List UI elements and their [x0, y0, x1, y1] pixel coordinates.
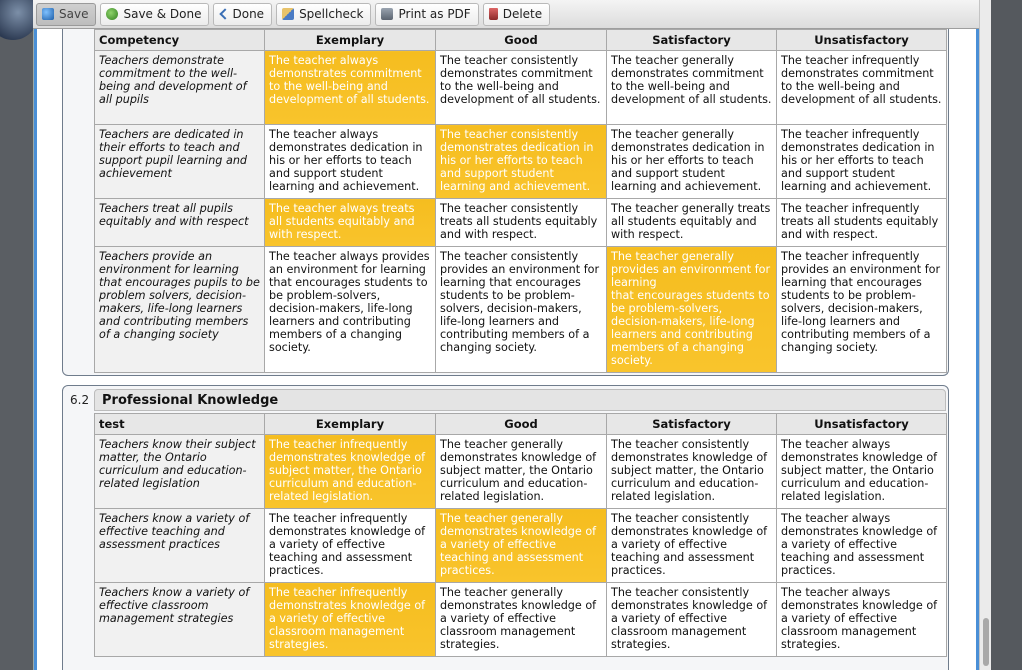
scrollbar[interactable] — [979, 0, 991, 670]
unsatisfactory-column-header: Unsatisfactory — [777, 30, 947, 51]
rating-cell-good[interactable]: The teacher consistently demonstrates commitment to the well-being and development of all students. — [436, 51, 607, 125]
rating-cell-satisfactory[interactable]: The teacher consistently demonstrates knowledge of a variety of effective classroom management strategies. — [607, 583, 777, 657]
competency-cell: Teachers know a variety of effective teaching and assessment practices — [95, 509, 265, 583]
rating-cell-unsatisfactory[interactable]: The teacher always demonstrates knowledge of subject matter, the Ontario curriculum and education-related legislation. — [777, 435, 947, 509]
competency-cell: Teachers are dedicated in their efforts to teach and support pupil learning and achievement — [95, 125, 265, 199]
done-icon — [219, 8, 227, 20]
competency-cell: Teachers know a variety of effective classroom management strategies — [95, 583, 265, 657]
rating-cell-satisfactory[interactable]: The teacher consistently demonstrates knowledge of subject matter, the Ontario curriculum and education-related legislation. — [607, 435, 777, 509]
exemplary-column-header: Exemplary — [265, 30, 436, 51]
rating-cell-unsatisfactory[interactable]: The teacher infrequently demonstrates dedication in his or her efforts to teach and support student learning and achievement. — [777, 125, 947, 199]
table-row — [95, 583, 947, 657]
print-icon — [381, 8, 393, 20]
save-icon — [42, 8, 54, 20]
rating-cell-good[interactable]: The teacher generally demonstrates knowledge of a variety of effective classroom management strategies. — [436, 583, 607, 657]
section-commitment — [62, 29, 949, 376]
competency-column-header: test — [95, 414, 265, 435]
rating-cell-unsatisfactory[interactable]: The teacher infrequently provides an environment for learning that encourages students to be problem-solvers, decision-makers, life-long learners and contributing members of a changing society. — [777, 247, 947, 373]
rubric-table-professional-knowledge — [94, 413, 947, 657]
competency-cell: Teachers demonstrate commitment to the well-being and development of all pupils — [95, 51, 265, 125]
spellcheck-button-label: Spellcheck — [299, 7, 364, 21]
window-edge — [979, 0, 1022, 670]
done-button[interactable] — [213, 3, 272, 26]
table-row — [95, 51, 947, 125]
exemplary-column-header: Exemplary — [265, 414, 436, 435]
rating-cell-satisfactory[interactable]: The teacher generally demonstrates dedication in his or her efforts to teach and support student learning and achievement. — [607, 125, 777, 199]
rating-cell-exemplary[interactable]: The teacher infrequently demonstrates knowledge of a variety of effective classroom management strategies. — [265, 583, 436, 657]
table-row — [95, 125, 947, 199]
rating-cell-good[interactable]: The teacher generally demonstrates knowledge of a variety of effective teaching and assessment practices. — [436, 509, 607, 583]
competency-column-header: Competency — [95, 30, 265, 51]
table-row — [95, 435, 947, 509]
rating-cell-unsatisfactory[interactable]: The teacher always demonstrates knowledge of a variety of effective teaching and assessment practices. — [777, 509, 947, 583]
competency-cell: Teachers know their subject matter, the Ontario curriculum and education-related legislation — [95, 435, 265, 509]
rating-cell-satisfactory[interactable]: The teacher generally demonstrates commitment to the well-being and development of all students. — [607, 51, 777, 125]
rating-cell-good[interactable]: The teacher consistently provides an environment for learning that encourages students to be problem-solvers, decision-makers, life-long learners and contributing members of a changing society. — [436, 247, 607, 373]
rubric-header-row — [95, 414, 947, 435]
save-button[interactable] — [36, 3, 96, 26]
section-number: 6.2 — [70, 393, 90, 407]
good-column-header: Good — [436, 30, 607, 51]
delete-icon — [489, 8, 498, 20]
save-done-button-label: Save & Done — [123, 7, 202, 21]
competency-cell: Teachers provide an environment for learning that encourages pupils to be problem solvers, decision-makers, life-long learners and contributing members of a changing society — [95, 247, 265, 373]
save-done-button[interactable] — [100, 3, 209, 26]
scrollbar-thumb[interactable] — [983, 618, 989, 666]
rating-cell-exemplary[interactable]: The teacher always treats all students equitably and with respect. — [265, 199, 436, 247]
save-button-label: Save — [59, 7, 89, 21]
spellcheck-button[interactable] — [276, 3, 371, 26]
delete-button[interactable] — [483, 3, 550, 26]
rating-cell-good[interactable]: The teacher consistently demonstrates dedication in his or her efforts to teach and support student learning and achievement. — [436, 125, 607, 199]
print-pdf-button[interactable] — [375, 3, 478, 26]
rating-cell-exemplary[interactable]: The teacher infrequently demonstrates knowledge of subject matter, the Ontario curriculum and education-related legislation. — [265, 435, 436, 509]
rating-cell-unsatisfactory[interactable]: The teacher always demonstrates knowledge of a variety of effective classroom management strategies. — [777, 583, 947, 657]
rating-cell-unsatisfactory[interactable]: The teacher infrequently treats all students equitably and with respect. — [777, 199, 947, 247]
toolbar — [33, 0, 979, 29]
satisfactory-column-header: Satisfactory — [607, 414, 777, 435]
table-row — [95, 199, 947, 247]
competency-cell: Teachers treat all pupils equitably and with respect — [95, 199, 265, 247]
print-pdf-button-label: Print as PDF — [398, 7, 471, 21]
save-done-icon — [106, 8, 118, 20]
rating-cell-exemplary[interactable]: The teacher always provides an environment for learning that encourages students to be problem-solvers, decision-makers, life-long learners and contributing members of a changing society. — [265, 247, 436, 373]
unsatisfactory-column-header: Unsatisfactory — [777, 414, 947, 435]
good-column-header: Good — [436, 414, 607, 435]
table-row — [95, 509, 947, 583]
satisfactory-column-header: Satisfactory — [607, 30, 777, 51]
rating-cell-exemplary[interactable]: The teacher always demonstrates dedication in his or her efforts to teach and support student learning and achievement. — [265, 125, 436, 199]
rating-cell-exemplary[interactable]: The teacher infrequently demonstrates knowledge of a variety of effective teaching and assessment practices. — [265, 509, 436, 583]
rubric-table-commitment — [94, 29, 947, 373]
rating-cell-good[interactable]: The teacher consistently treats all students equitably and with respect. — [436, 199, 607, 247]
section-professional-knowledge — [62, 385, 949, 670]
section-title: Professional Knowledge — [94, 389, 946, 411]
evaluation-panel — [33, 29, 979, 670]
spellcheck-icon — [282, 8, 294, 20]
rubric-header-row — [95, 30, 947, 51]
delete-button-label: Delete — [502, 7, 543, 21]
rating-cell-unsatisfactory[interactable]: The teacher infrequently demonstrates commitment to the well-being and development of all students. — [777, 51, 947, 125]
rating-cell-exemplary[interactable]: The teacher always demonstrates commitment to the well-being and development of all students. — [265, 51, 436, 125]
table-row — [95, 247, 947, 373]
done-button-label: Done — [232, 7, 265, 21]
rating-cell-satisfactory[interactable]: The teacher generally treats all students equitably and with respect. — [607, 199, 777, 247]
rating-cell-satisfactory[interactable]: The teacher consistently demonstrates knowledge of a variety of effective teaching and assessment practices. — [607, 509, 777, 583]
rating-cell-satisfactory[interactable]: The teacher generally provides an environment for learning that encourages students to be problem-solvers, decision-makers, life-long learners and contributing members of a changing society. — [607, 247, 777, 373]
rating-cell-good[interactable]: The teacher generally demonstrates knowledge of subject matter, the Ontario curriculum and education-related legislation. — [436, 435, 607, 509]
